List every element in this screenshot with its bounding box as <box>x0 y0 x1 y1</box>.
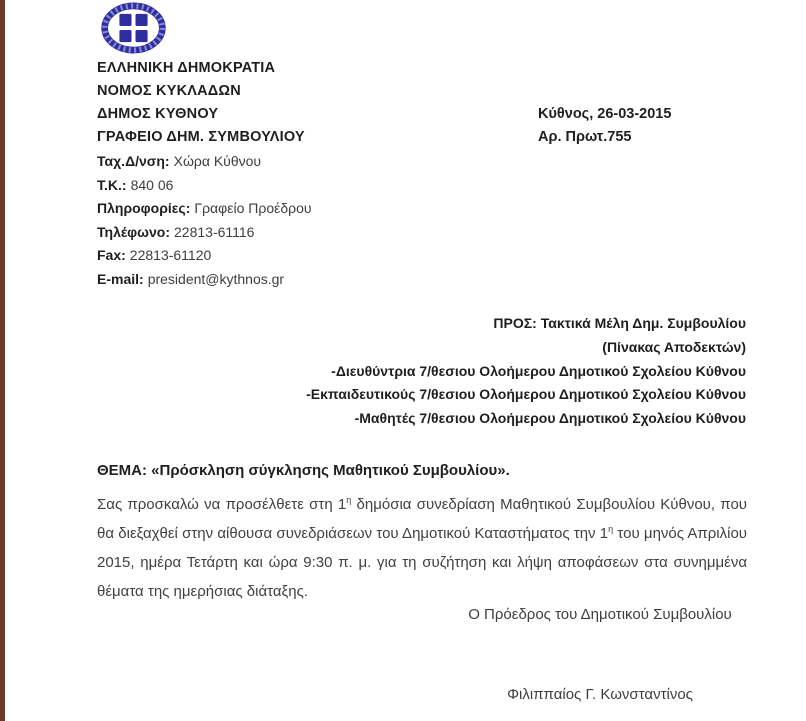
recipients <box>306 312 746 431</box>
place-date: Κύθνος, 26-03-2015 <box>538 106 672 122</box>
protocol-number: Αρ. Πρωτ.755 <box>538 129 632 145</box>
closing-role: Ο Πρόεδρος του Δημοτικού Συμβουλίου <box>468 606 732 623</box>
body-paragraph <box>97 490 747 606</box>
contact-row-email <box>97 268 312 292</box>
letterhead-line-republic: ΕΛΛΗΝΙΚΗ ΔΗΜΟΚΡΑΤΙΑ <box>97 60 276 76</box>
contact-value: Χώρα Κύθνου <box>173 153 262 169</box>
body-text-segment: δημόσια συνεδρίαση Μαθητικού Συμβουλίου Κύθνου, που θα διεξαχθεί στην αίθουσα συνεδριάσεων του Δημοτικού Καταστήματος την 1 <box>97 496 747 542</box>
contact-label: Τ.Κ.: <box>97 176 127 193</box>
contact-label: Πληροφορίες: <box>97 200 191 216</box>
contact-value: 840 06 <box>130 176 174 193</box>
ordinal-superscript: η <box>608 524 614 534</box>
letterhead-line-municipality: ΔΗΜΟΣ ΚΥΘΝΟΥ <box>97 106 219 122</box>
contact-value: Γραφείο Προέδρου <box>194 200 312 216</box>
recipient-line-teachers: -Εκπαιδευτικούς 7/θεσιου Ολοήμερου Δημοτικού Σχολείου Κύθνου <box>306 386 746 403</box>
contact-value: 22813-61116 <box>174 223 255 240</box>
ordinal-superscript: η <box>346 495 352 505</box>
contact-value: president@kythnos.gr <box>147 270 285 287</box>
recipient-line-distribution: (Πίνακας Αποδεκτών) <box>602 338 746 355</box>
contact-row-info <box>97 197 312 221</box>
contact-label: Ταχ.Δ/νση: <box>97 153 170 169</box>
contact-label: Fax: <box>97 247 126 263</box>
contact-row-postcode <box>97 174 312 198</box>
recipient-line-students: -Μαθητές 7/θεσιου Ολοήμερου Δημοτικού Σχολείου Κύθνου <box>354 410 746 427</box>
contact-value: 22813-61120 <box>129 247 212 263</box>
contact-details <box>97 150 312 291</box>
desk-edge-strip <box>0 0 5 721</box>
hellenic-republic-emblem-icon <box>100 1 167 55</box>
document-meta <box>538 103 671 149</box>
contact-row-address <box>97 150 312 174</box>
letterhead-line-prefecture: ΝΟΜΟΣ ΚΥΚΛΑΔΩΝ <box>97 83 241 99</box>
letterhead <box>97 57 305 149</box>
recipient-line-main: ΠΡΟΣ: Τακτικά Μέλη Δημ. Συμβουλίου <box>493 315 746 331</box>
letterhead-line-office: ΓΡΑΦΕΙΟ ΔΗΜ. ΣΥΜΒΟΥΛΙΟΥ <box>97 129 305 145</box>
body-text-segment: του μηνός Απριλίου 2015, ημέρα Τετάρτη και ώρα 9:30 π. μ. για τη συζήτηση και λήψη αποφάσεων στα συνημμένα θέματα της ημερήσιας διάταξης. <box>97 525 747 600</box>
subject-line: ΘΕΜΑ: «Πρόσκληση σύγκλησης Μαθητικού Συμβουλίου». <box>97 462 510 479</box>
recipient-line-principal: -Διευθύντρια 7/θεσιου Ολοήμερου Δημοτικού Σχολείου Κύθνου <box>331 362 746 379</box>
body-text-segment: Σας προσκαλώ να προσέλθετε στη 1 <box>97 496 347 513</box>
contact-label: Τηλέφωνο: <box>97 223 171 240</box>
contact-row-fax <box>97 244 312 268</box>
contact-row-phone <box>97 221 312 245</box>
signatory-name: Φιλιππαίος Γ. Κωνσταντίνος <box>507 686 693 703</box>
contact-label: E-mail: <box>97 270 144 287</box>
